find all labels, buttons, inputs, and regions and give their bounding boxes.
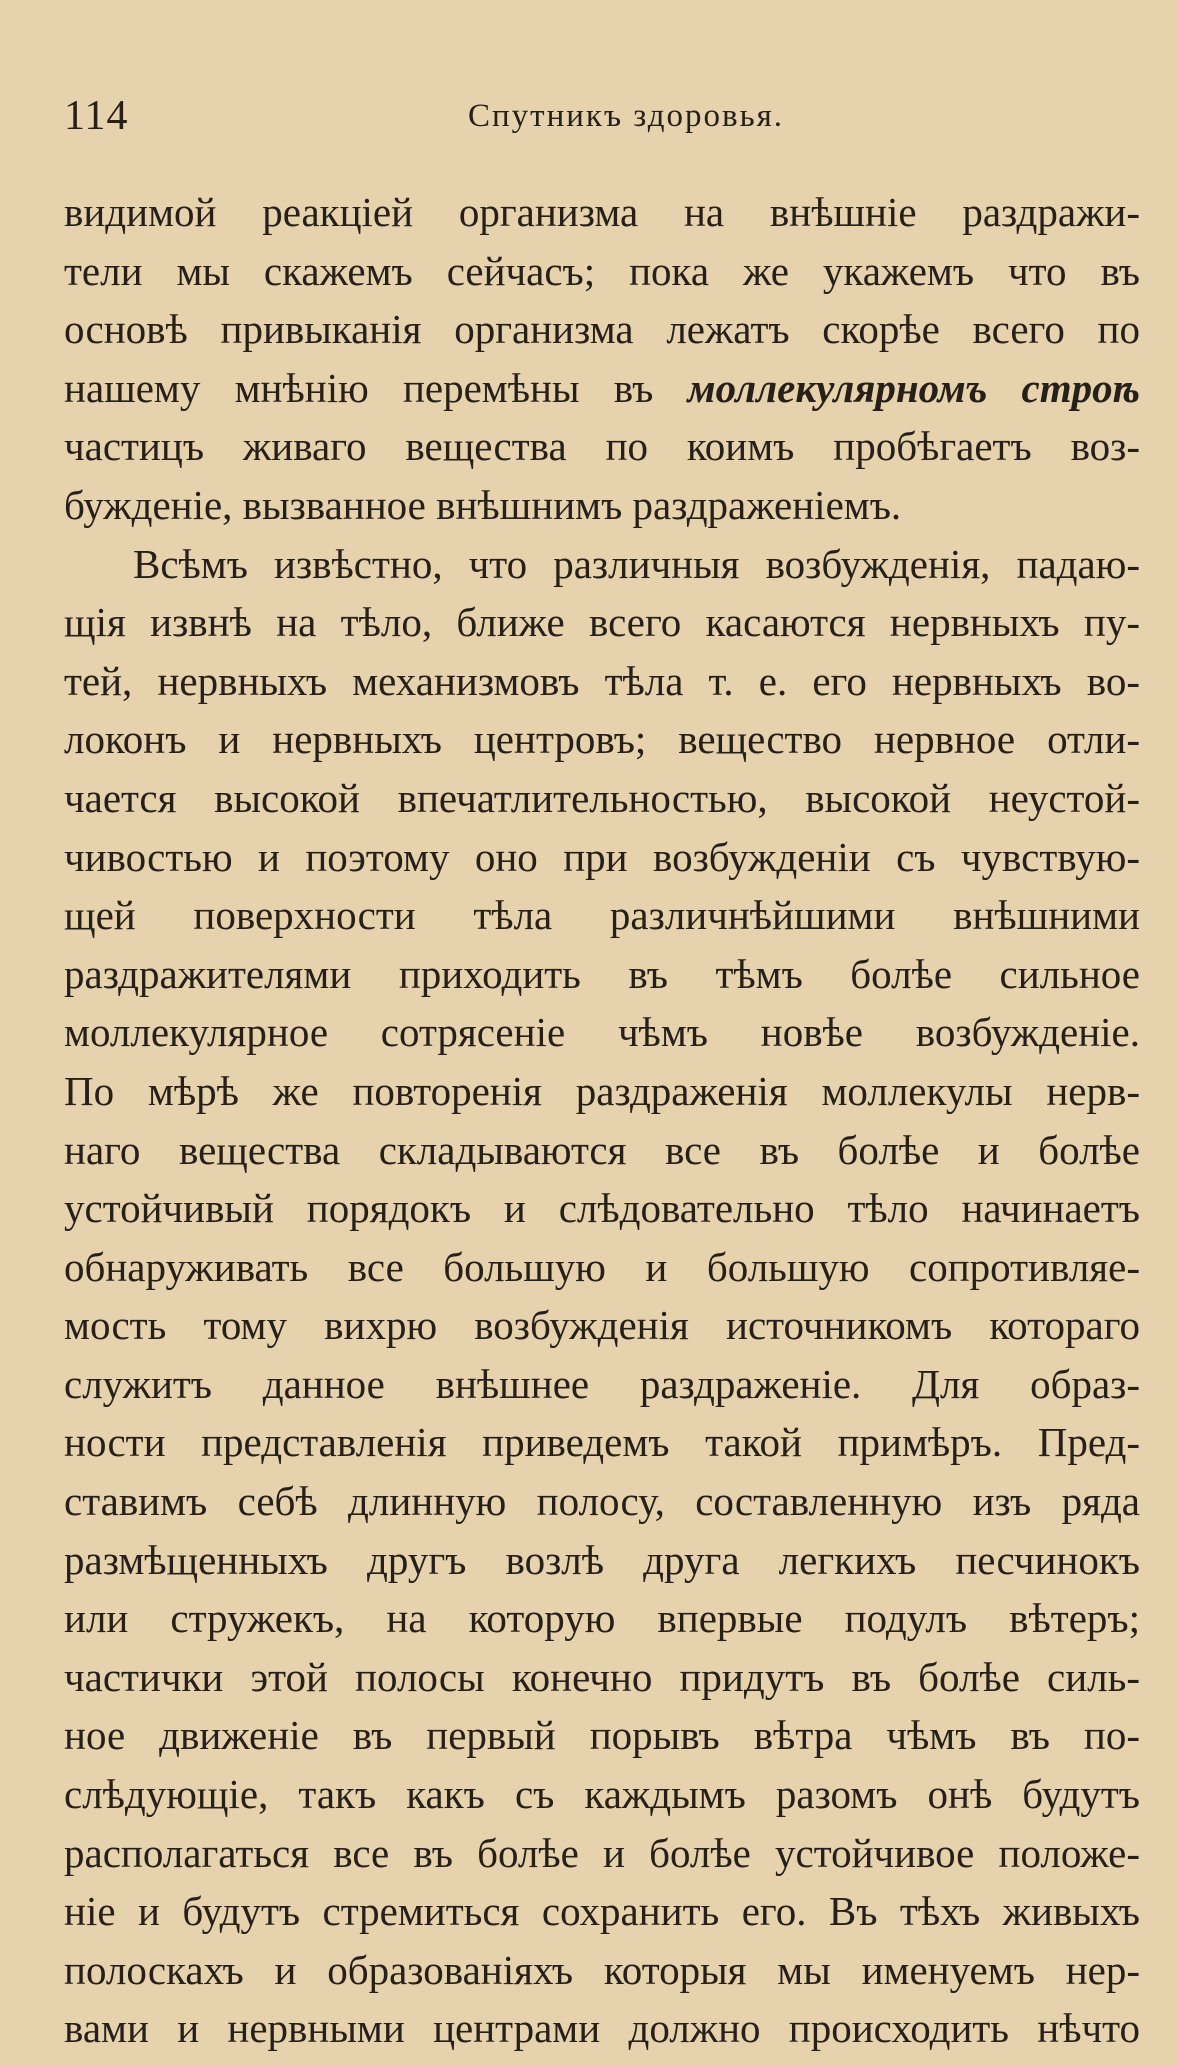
text-line: частички этой полосы конечно придутъ въ болѣе силь- <box>64 1653 1140 1700</box>
text-line: бужденіе, вызванное внѣшнимъ раздраженіемъ. <box>64 481 902 528</box>
text-line: наго вещества складываются все въ болѣе и болѣе <box>64 1126 1140 1173</box>
text-line: ніе и будутъ стремиться сохранить его. Въ тѣхъ живыхъ <box>64 1888 1140 1935</box>
text-line: полоскахъ и образованіяхъ которыя мы именуемъ нер- <box>64 1946 1140 1993</box>
text-line: или стружекъ, на которую впервые подулъ вѣтеръ; <box>64 1595 1140 1642</box>
text-line: тели мы скажемъ сейчасъ; пока же укажемъ что въ <box>64 247 1140 294</box>
text-line: размѣщенныхъ другъ возлѣ друга легкихъ песчинокъ <box>64 1536 1140 1583</box>
text-line: служитъ данное внѣшнее раздраженіе. Для образ- <box>64 1360 1140 1407</box>
text-line: тей, нервныхъ механизмовъ тѣла т. е. его нервныхъ во- <box>64 657 1140 704</box>
emphasized-phrase: моллекулярномъ строѣ <box>687 364 1140 411</box>
text-line: локонъ и нервныхъ центровъ; вещество нервное отли- <box>64 716 1140 763</box>
text-line: слѣдующіе, такъ какъ съ каждымъ разомъ онѣ будутъ <box>64 1771 1140 1818</box>
text-line: чается высокой впечатлительностью, высокой неустой- <box>64 774 1140 821</box>
text-line: моллекулярное сотрясеніе чѣмъ новѣе возбужденіе. <box>64 1009 1140 1056</box>
body-text <box>64 183 1140 2058</box>
text-line: мость тому вихрю возбужденія источникомъ котораго <box>64 1302 1140 1349</box>
text-line: основѣ привыканія организма лежатъ скорѣе всего по <box>64 306 1140 353</box>
page-number: 114 <box>64 93 129 139</box>
text-line: частицъ живаго вещества по коимъ пробѣгаетъ воз- <box>64 423 1140 470</box>
text-line: видимой реакціей организма на внѣшніе раздражи- <box>64 189 1140 235</box>
running-head: Спутникъ здоровья. <box>468 98 785 134</box>
text-line: раздражителями приходить въ тѣмъ болѣе сильное <box>64 950 1140 997</box>
text-line: располагаться все въ болѣе и болѣе устойчивое положе- <box>64 1829 1140 1876</box>
paragraph-1 <box>64 183 1140 535</box>
text-line: ности представленія приведемъ такой примѣръ. Пред- <box>64 1419 1140 1466</box>
text-line: устойчивый порядокъ и слѣдовательно тѣло начинаетъ <box>64 1185 1140 1232</box>
text-line: щей поверхности тѣла различнѣйшими внѣшними <box>64 892 1140 939</box>
text-line: чивостью и поэтому оно при возбужденіи съ чувствую- <box>64 833 1140 880</box>
paragraph-2 <box>64 535 1140 2058</box>
text-segment: нашему мнѣнію перемѣны въ <box>64 364 654 411</box>
text-line: щія извнѣ на тѣло, ближе всего касаются нервныхъ пу- <box>64 599 1140 646</box>
page-header <box>64 88 1118 144</box>
text-line: По мѣрѣ же повторенія раздраженія моллекулы нерв- <box>64 1067 1140 1114</box>
text-line: обнаруживать все большую и большую сопротивляе- <box>64 1243 1140 1290</box>
text-line: ставимъ себѣ длинную полосу, составленную изъ ряда <box>64 1478 1140 1525</box>
text-line: ное движеніе въ первый порывъ вѣтра чѣмъ въ по- <box>64 1712 1140 1759</box>
text-line: Всѣмъ извѣстно, что различныя возбужденія, падаю- <box>133 540 1140 587</box>
text-line-with-emphasis <box>64 359 1140 418</box>
text-line: вами и нервными центрами должно происходить нѣчто <box>64 2005 1140 2052</box>
